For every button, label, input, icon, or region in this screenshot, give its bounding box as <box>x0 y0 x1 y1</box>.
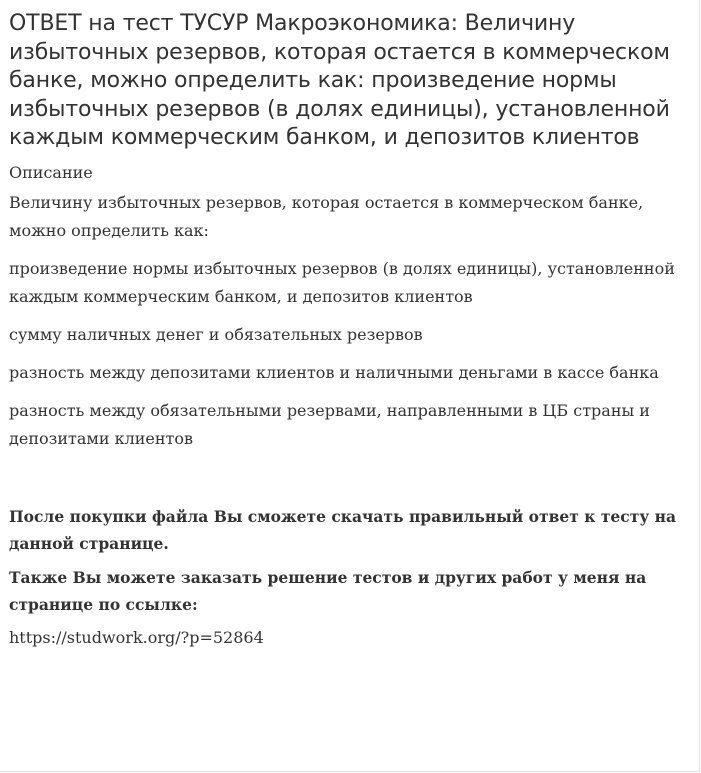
spacer <box>9 463 689 503</box>
answer-option-1: произведение нормы избыточных резервов (в долях единицы), установленной каждым коммерческим банком, и депозитов клиентов <box>9 258 675 306</box>
order-link[interactable]: https://studwork.org/?p=52864 <box>9 627 264 647</box>
answer-option-2: сумму наличных денег и обязательных резервов <box>9 324 423 344</box>
question-text: Величину избыточных резервов, которая остается в коммерческом банке, можно определить как: <box>9 192 644 240</box>
answer-option-4: разность между обязательными резервами, направленными в ЦБ страны и депозитами клиентов <box>9 400 650 448</box>
purchase-notice: После покупки файла Вы сможете скачать правильный ответ к тесту на данной странице. <box>9 506 677 553</box>
order-notice: Также Вы можете заказать решение тестов и других работ у меня на странице по ссылке: <box>9 567 647 614</box>
description-label: Описание <box>9 162 93 182</box>
page-title: ОТВЕТ на тест ТУСУР Макроэкономика: Величину избыточных резервов, которая остается в коммерческом банке, можно определить как: произведение нормы избыточных резервов (в долях единицы), установленной каждым коммерческим банком, и депозитов клиентов <box>9 11 670 151</box>
answer-option-3: разность между депозитами клиентов и наличными деньгами в кассе банка <box>9 362 659 382</box>
